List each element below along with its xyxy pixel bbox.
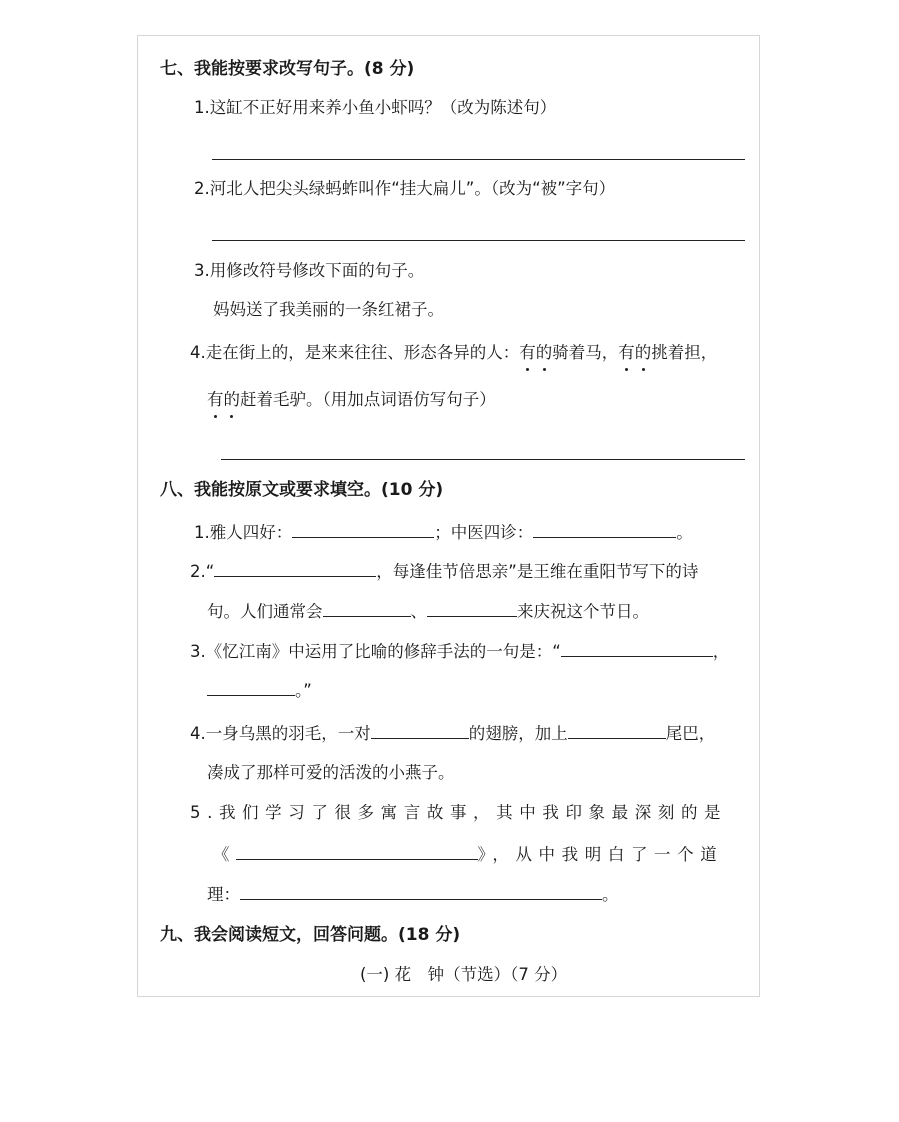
s7-q3-sentence: 妈妈送了我美丽的一条红裙子。 xyxy=(213,300,444,319)
s8-q2-blank-2[interactable] xyxy=(323,600,411,617)
s8-q3-blank-2[interactable] xyxy=(207,679,295,696)
s7-question-3: 3.用修改符号修改下面的句子。 xyxy=(194,261,425,280)
exam-page xyxy=(137,35,760,997)
s8-q4-text-c: 尾巴， xyxy=(665,724,716,743)
s8-question-1 xyxy=(194,521,693,544)
s8-q2-blank-1[interactable] xyxy=(214,560,376,577)
s8-q4-text-a: 4.一身乌黑的羽毛，一对 xyxy=(190,724,371,743)
section-7-title: 七、我能按要求改写句子。(8 分) xyxy=(160,59,415,79)
s8-question-5: 5.我们学习了很多寓言故事，其中我印象最深刻的是 xyxy=(190,803,728,822)
s8-q1-blank-1[interactable] xyxy=(292,521,434,538)
s8-q3-text: 3.《忆江南》中运用了比喻的修辞手法的一句是：“ xyxy=(190,642,561,661)
s8-q4-blank-1[interactable] xyxy=(371,722,469,739)
s8-q5-text-d: 理： xyxy=(207,885,240,904)
s8-q4-blank-2[interactable] xyxy=(568,722,666,739)
s8-question-3 xyxy=(190,640,729,663)
s7-question-4-cont xyxy=(207,389,496,411)
s7-q4-dotted-word-1: 有的 xyxy=(519,343,553,362)
s7-question-4 xyxy=(190,342,717,364)
s7-q4-dotted-word-2: 有的 xyxy=(618,343,652,362)
s8-q3-blank-1[interactable] xyxy=(561,640,713,657)
s9-passage-title: (一) 花 钟（节选）（7 分） xyxy=(360,965,568,984)
s8-q1-blank-2[interactable] xyxy=(533,521,676,538)
s7-question-2: 2.河北人把尖头绿蚂蚱叫作“挂大扁儿”。（改为“被”字句） xyxy=(194,179,616,198)
s8-q2-open-quote: 2.“ xyxy=(190,562,215,581)
s8-question-5-cont-2 xyxy=(207,883,619,906)
s8-q1-label: 1.雅人四好： xyxy=(194,523,293,542)
s8-question-5-cont xyxy=(213,843,723,866)
s7-q4-dotted-word-3: 有的 xyxy=(207,390,240,409)
s8-q5-open-bracket: 《 xyxy=(213,845,230,864)
s8-q1-mid: ；中医四诊： xyxy=(434,523,534,542)
s8-question-3-cont xyxy=(207,679,312,702)
s8-q2-text-e: 来庆祝这个节日。 xyxy=(517,602,649,621)
s8-q5-blank-2[interactable] xyxy=(240,883,602,900)
s7-q4-text-d: 赶着毛驴。（用加点词语仿写句子） xyxy=(240,390,496,409)
s7-q4-text-b: 骑着马， xyxy=(552,343,619,362)
s8-question-2 xyxy=(190,560,698,583)
s8-q1-end: 。 xyxy=(676,523,693,542)
s8-q2-text-c: 句。人们通常会 xyxy=(207,602,323,621)
s8-q2-blank-3[interactable] xyxy=(427,600,517,617)
s7-q4-text-a: 4.走在街上的，是来来往往、形态各异的人： xyxy=(190,343,520,362)
section-9-title: 九、我会阅读短文，回答问题。(18 分) xyxy=(160,925,461,945)
s8-q2-text: ，每逢佳节倍思亲”是王维在重阳节写下的诗 xyxy=(376,562,699,581)
s8-question-4-cont: 凑成了那样可爱的活泼的小燕子。 xyxy=(207,763,455,782)
s8-q2-separator: 、 xyxy=(410,602,427,621)
s7-q2-answer-line[interactable] xyxy=(212,240,745,241)
s8-question-4 xyxy=(190,722,715,745)
s8-question-2-cont xyxy=(207,600,649,623)
s8-q5-end: 。 xyxy=(602,885,619,904)
s8-q3-end: 。” xyxy=(295,681,312,700)
s7-q4-answer-line[interactable] xyxy=(221,459,745,460)
s7-q1-answer-line[interactable] xyxy=(212,159,745,160)
s8-q3-comma: ， xyxy=(712,642,730,661)
s8-q5-blank-1[interactable] xyxy=(236,843,478,860)
s8-q5-text-c: 》，从中我明白了一个道 xyxy=(477,845,724,864)
s8-q4-text-b: 的翅膀，加上 xyxy=(468,724,568,743)
s7-question-1: 1.这缸不正好用来养小鱼小虾吗？（改为陈述句） xyxy=(194,98,557,117)
s7-q4-text-c: 挑着担， xyxy=(651,343,718,362)
section-8-title: 八、我能按原文或要求填空。(10 分) xyxy=(160,480,444,500)
